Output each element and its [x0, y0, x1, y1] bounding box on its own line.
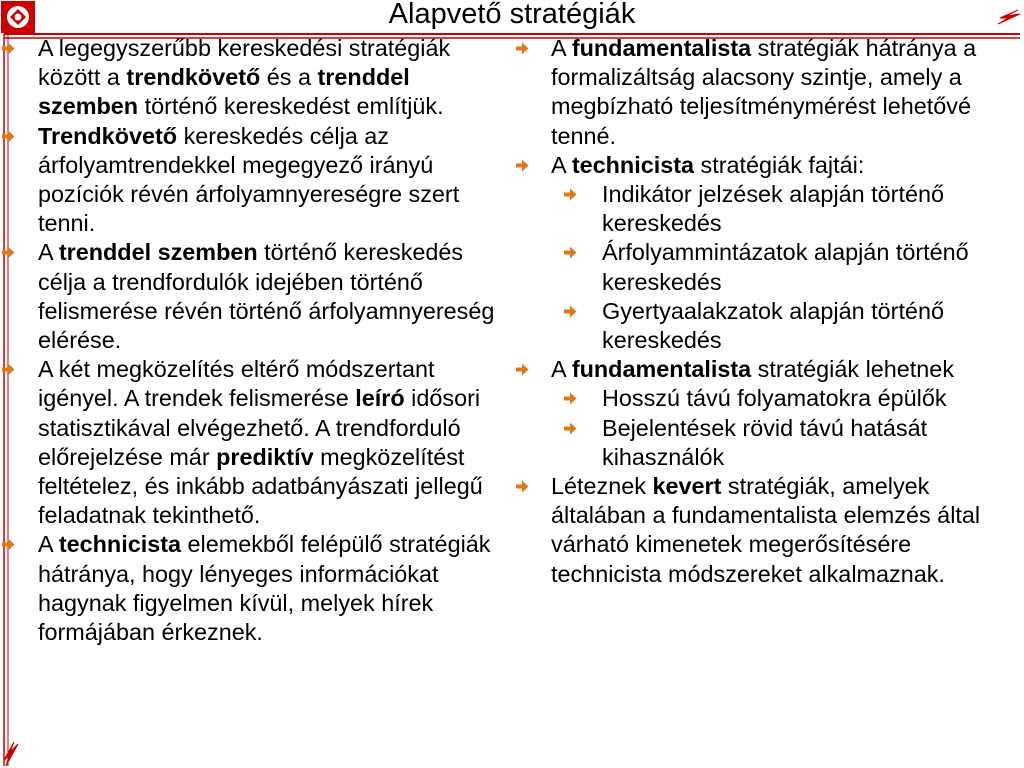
text-run: A: [38, 531, 59, 558]
arrow-bullet-icon: [516, 363, 529, 376]
text-run: stratégiák fajtái:: [694, 151, 865, 178]
text-run: Árfolyammintázatok alapján történő kereskedés: [602, 239, 969, 295]
text-run: történő kereskedést említjük.: [138, 93, 444, 120]
left-column: [0, 34, 506, 647]
text-run: A: [551, 35, 572, 61]
bold-term: fundamentalista: [571, 356, 752, 383]
bullet-item: [0, 122, 506, 239]
bold-term: prediktív: [216, 443, 314, 470]
bullet-item: [512, 355, 1024, 384]
arrow-bullet-icon: [2, 363, 15, 376]
bullet-item: [512, 34, 1024, 151]
text-run: Bejelentések rövid távú hatását kihasználók: [602, 414, 928, 470]
arrow-bullet-icon: [2, 538, 15, 551]
sub-bullet-item: [512, 238, 1024, 296]
text-run: A: [38, 239, 59, 266]
text-run: A két megközelítés eltérő módszertant igényel. A trendek felismerése: [38, 356, 435, 412]
text-run: Indikátor jelzések alapján történő kereskedés: [602, 181, 944, 237]
bold-term: trendkövető: [126, 64, 261, 91]
text-run: A: [551, 151, 572, 178]
text-run: és a: [260, 64, 318, 91]
arrow-bullet-icon: [564, 305, 577, 318]
text-run: Gyertyaalakzatok alapján történő kereskedés: [602, 297, 944, 354]
sub-bullet-item: [512, 297, 1024, 355]
text-run: A legegyszerűbb kereskedési stratégiák között a: [38, 35, 451, 91]
text-run: kereskedés célja az árfolyamtrendekkel megegyező irányú pozíciók révén árfolyamnyereségre szert tenni.: [38, 122, 460, 237]
sub-bullet-item: [512, 180, 1024, 238]
arrow-bullet-icon: [564, 392, 577, 405]
sub-bullet-item: [512, 414, 1024, 472]
text-run: megközelítést feltételez, és inkább adatbányászati jellegű feladatnak tekinthető.: [38, 443, 483, 529]
bullet-item: [0, 355, 506, 530]
bullet-item: [512, 151, 1024, 180]
page-title: Alapvető stratégiák: [388, 0, 636, 30]
bullet-item: [0, 530, 506, 647]
text-run: stratégiák, amelyek általában a fundamentalista elemzés által várható kimenetek megerősítésére technicista módszereket alkalmaznak.: [551, 473, 981, 587]
arrow-bullet-icon: [2, 130, 15, 143]
bold-term: trenddel szemben: [38, 64, 410, 120]
bold-term: leíró: [355, 385, 405, 412]
bullet-item: [512, 472, 1024, 589]
bold-term: Trendkövető: [38, 122, 178, 149]
bold-term: technicista: [571, 151, 695, 178]
bold-term: technicista: [58, 531, 182, 558]
arrow-bullet-icon: [2, 42, 15, 55]
text-run: történő kereskedés célja a trendfordulók idejében történő felismerése révén történő árfolyamnyereség elérése.: [38, 239, 495, 354]
text-run: idősori statisztikával elvégezhető. A trendforduló előrejelzése már: [38, 385, 481, 470]
text-run: Léteznek: [551, 473, 653, 500]
arrow-bullet-icon: [564, 246, 577, 259]
bold-term: trenddel szemben: [58, 239, 258, 266]
arrow-bullet-icon: [564, 422, 577, 435]
text-run: stratégiák hátránya a formalizáltság alacsony szintje, amely a megbízható teljesítménymérést lehetővé tenné.: [551, 35, 977, 149]
right-column: [512, 34, 1024, 589]
arrow-bullet-icon: [2, 246, 15, 259]
arrow-bullet-icon: [516, 480, 529, 493]
arrow-bullet-icon: [516, 42, 529, 55]
bold-term: kevert: [652, 473, 722, 500]
bullet-item: [0, 238, 506, 355]
arrow-bullet-icon: [516, 159, 529, 172]
text-run: Hosszú távú folyamatokra épülők: [602, 385, 947, 412]
bullet-item: [0, 34, 506, 122]
arrow-bullet-icon: [564, 188, 577, 201]
text-run: stratégiák lehetnek: [751, 356, 955, 383]
bold-term: fundamentalista: [571, 35, 752, 61]
sub-bullet-item: [512, 384, 1024, 413]
text-run: A: [551, 356, 572, 383]
text-run: elemekből felépülő stratégiák hátránya, hogy lényeges információkat hagynak figyelmen kívül, melyek hírek formájában érkeznek.: [38, 531, 491, 646]
